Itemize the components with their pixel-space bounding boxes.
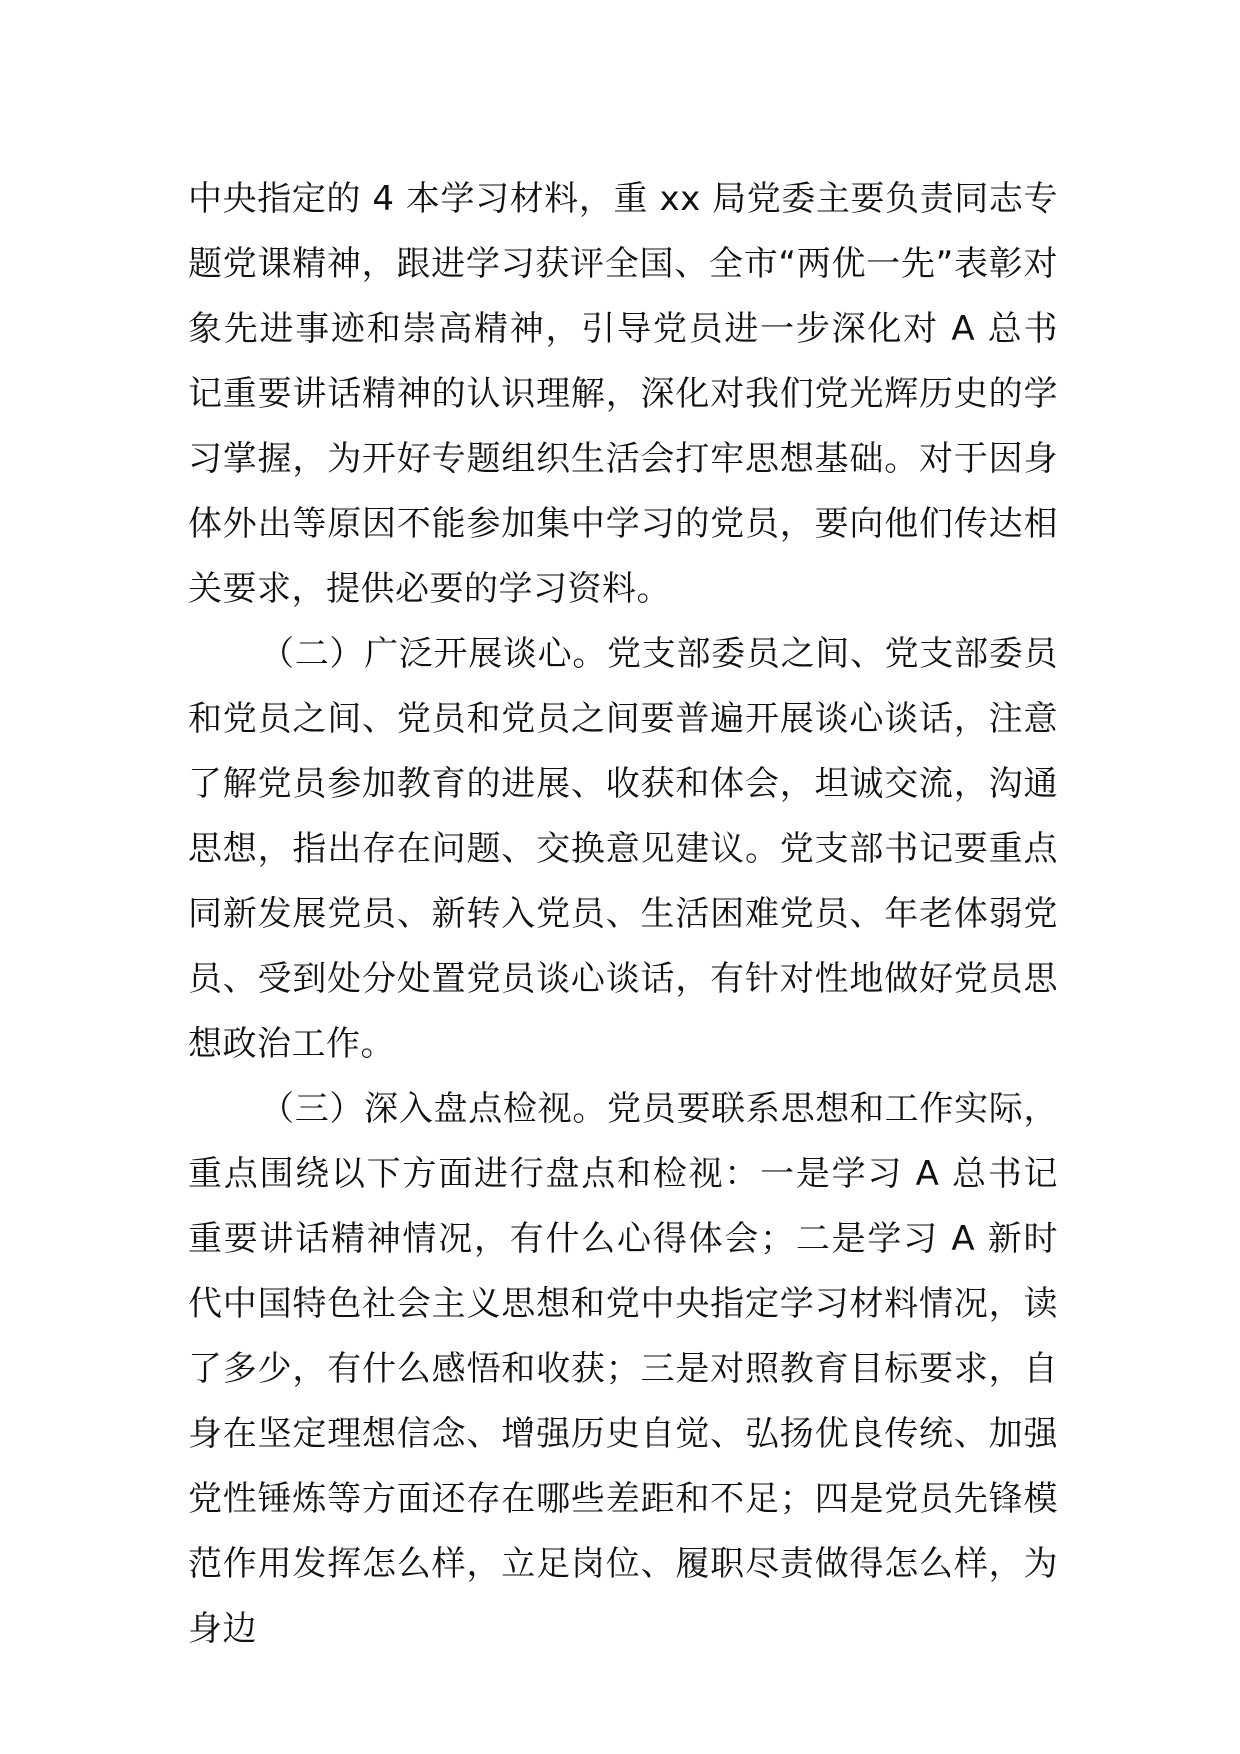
document-body — [188, 167, 1058, 1662]
paragraph-continuation: 中央指定的 4 本学习材料，重 xx 局党委主要负责同志专题党课精神，跟进学习获评全国、全市“两优一先”表彰对象先进事迹和崇高精神，引导党员进一步深化对 A 总书记重要讲话精神的认识理解，深化对我们党光辉历史的学习掌握，为开好专题组织生活会打牢思想基础。对于因身体外出等原因不能参加集中学习的党员，要向他们传达相关要求，提供必要的学习资料。 — [188, 179, 1058, 609]
paragraph-section-two: （二）广泛开展谈心。党支部委员之间、党支部委员和党员之间、党员和党员之间要普遍开展谈心谈话，注意了解党员参加教育的进展、收获和体会，坦诚交流，沟通思想，指出存在问题、交换意见建议。党支部书记要重点同新发展党员、新转入党员、生活困难党员、年老体弱党员、受到处分处置党员谈心谈话，有针对性地做好党员思想政治工作。 — [188, 634, 1058, 1064]
paragraph-section-three: （三）深入盘点检视。党员要联系思想和工作实际，重点围绕以下方面进行盘点和检视：一是学习 A 总书记重要讲话精神情况，有什么心得体会；二是学习 A 新时代中国特色社会主义思想和党中央指定学习材料情况，读了多少，有什么感悟和收获；三是对照教育目标要求，自身在坚定理想信念、增强历史自觉、弘扬优良传统、加强党性锤炼等方面还存在哪些差距和不足；四是党员先锋模范作用发挥怎么样，立足岗位、履职尽责做得怎么样，为身边 — [188, 1089, 1058, 1649]
